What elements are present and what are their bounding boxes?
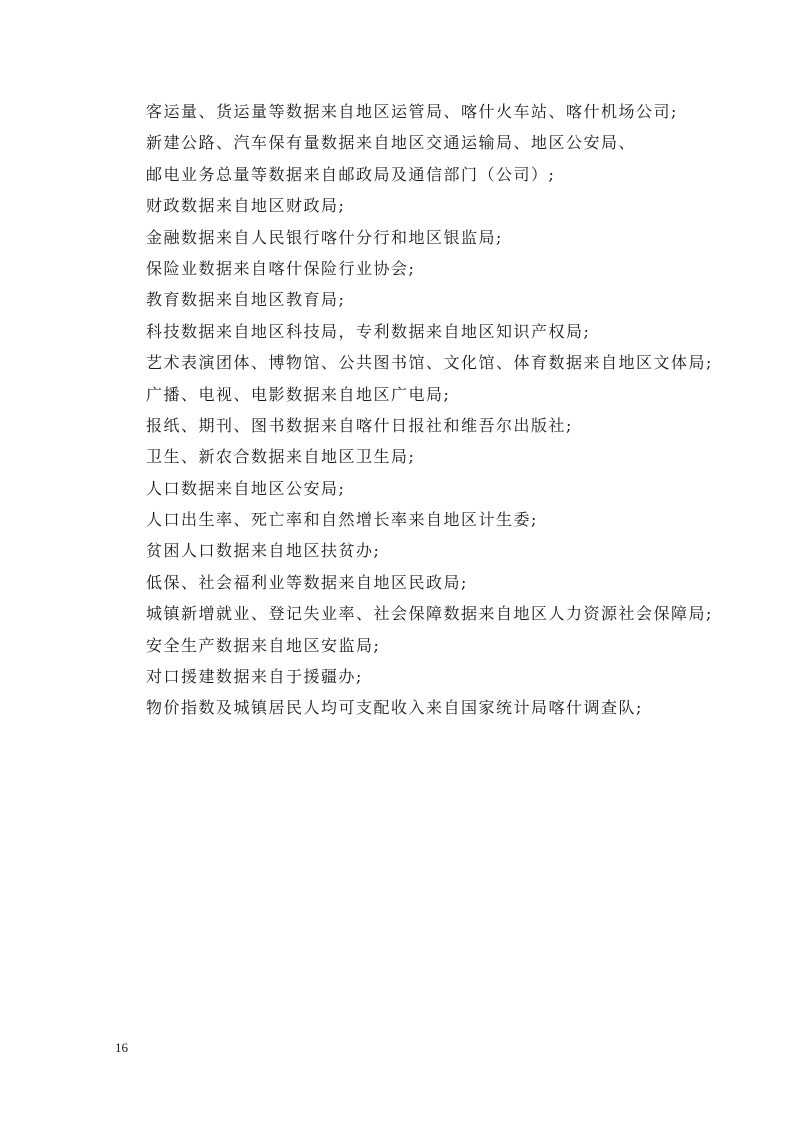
list-item: 对口援建数据来自于援疆办; [146,667,363,687]
list-item: 保险业数据来自喀什保险行业协会; [146,258,416,278]
list-item: 广播、电视、电影数据来自地区广电局; [146,384,451,404]
list-item: 物价指数及城镇居民人均可支配收入来自国家统计局喀什调查队; [146,698,643,718]
list-item: 邮电业务总量等数据来自邮政局及通信部门（公司）; [146,164,556,184]
list-item: 贫困人口数据来自地区扶贫办; [146,541,381,561]
list-item: 艺术表演团体、博物馆、公共图书馆、文化馆、体育数据来自地区文体局; [146,353,713,373]
list-item: 卫生、新农合数据来自地区卫生局; [146,447,416,467]
list-item: 教育数据来自地区教育局; [146,290,346,310]
list-item: 低保、社会福利业等数据来自地区民政局; [146,572,468,592]
list-item: 金融数据来自人民银行喀什分行和地区银监局; [146,227,503,247]
list-item: 财政数据来自地区财政局; [146,196,346,216]
list-item: 新建公路、汽车保有量数据来自地区交通运输局、地区公安局、 [146,133,637,153]
list-item: 报纸、期刊、图书数据来自喀什日报社和维吾尔出版社; [146,415,573,435]
data-source-list [146,96,713,724]
list-item: 客运量、货运量等数据来自地区运管局、喀什火车站、喀什机场公司; [146,102,678,121]
list-item: 人口出生率、死亡率和自然增长率来自地区计生委; [146,510,538,530]
list-item: 安全生产数据来自地区安监局; [146,635,381,655]
page-number: 16 [115,1040,128,1055]
list-item: 人口数据来自地区公安局; [146,478,346,498]
list-item: 城镇新增就业、登记失业率、社会保障数据来自地区人力资源社会保障局; [146,604,713,624]
list-item: 科技数据来自地区科技局，专利数据来自地区知识产权局; [146,321,591,341]
